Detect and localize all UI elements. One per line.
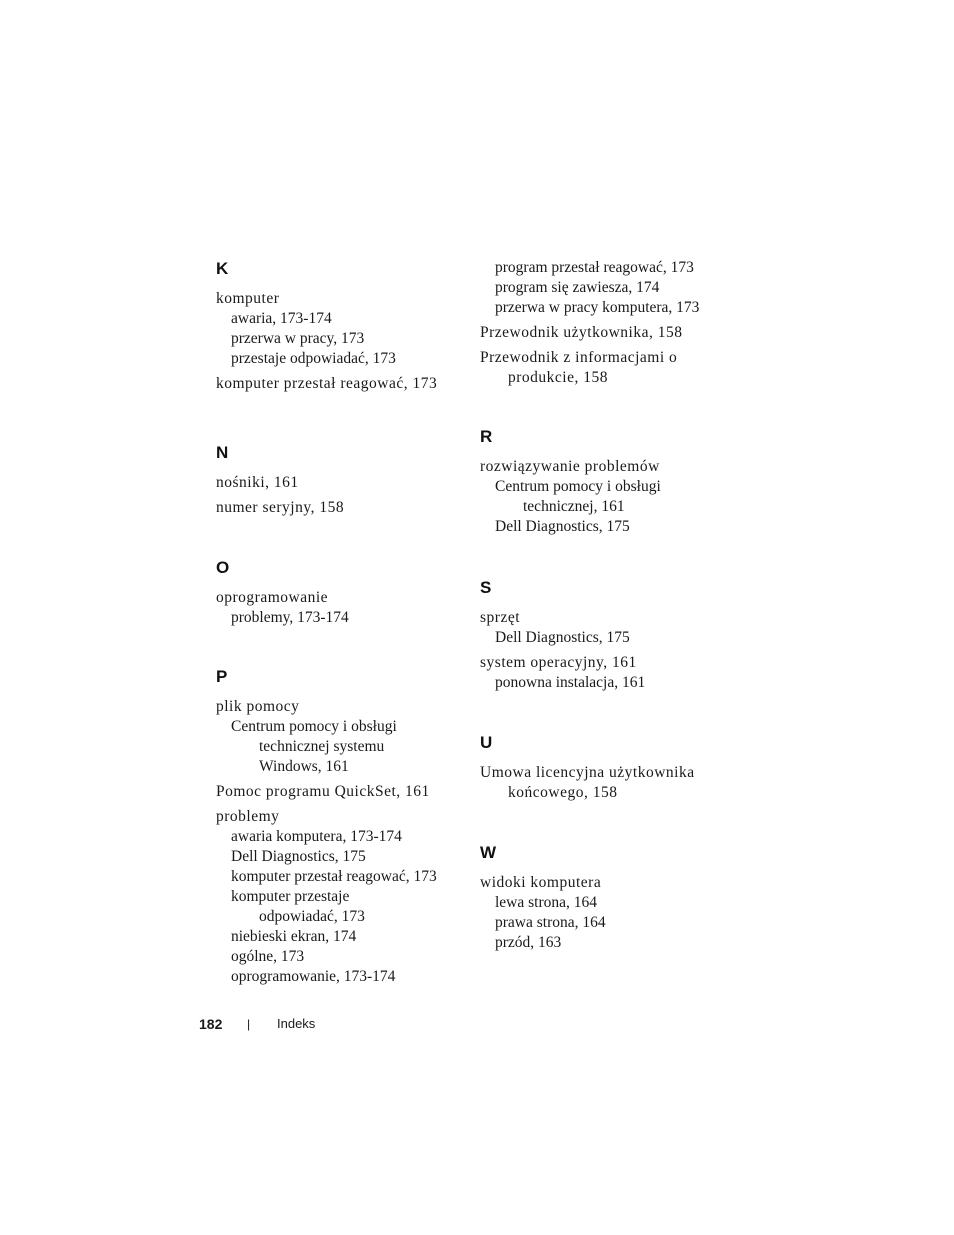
index-subterm: Dell Diagnostics, 175 bbox=[495, 518, 630, 535]
index-term-continuation: produkcie, 158 bbox=[508, 369, 608, 386]
index-letter-heading: R bbox=[480, 427, 493, 446]
index-term-continuation: końcowego, 158 bbox=[508, 784, 618, 801]
index-section-p bbox=[216, 666, 466, 987]
index-entry bbox=[216, 374, 466, 394]
index-subterm: Centrum pomocy i obsługi bbox=[495, 478, 661, 495]
index-entry bbox=[216, 782, 466, 802]
index-entry bbox=[216, 588, 466, 628]
index-entry bbox=[480, 873, 730, 953]
index-term: oprogramowanie bbox=[216, 589, 329, 606]
index-letter-heading: P bbox=[216, 667, 228, 686]
index-subterm-continuation: technicznej, 161 bbox=[523, 498, 625, 515]
index-subterm: przerwa w pracy, 173 bbox=[231, 330, 365, 347]
index-section-p-continued bbox=[480, 258, 730, 388]
index-letter-heading: N bbox=[216, 443, 229, 462]
index-entry bbox=[480, 348, 730, 388]
index-letter-heading: S bbox=[480, 578, 492, 597]
index-letter-heading: W bbox=[480, 843, 497, 862]
index-subterm: Dell Diagnostics, 175 bbox=[231, 848, 366, 865]
index-term: plik pomocy bbox=[216, 698, 300, 715]
index-entry bbox=[480, 258, 730, 318]
index-subterm: problemy, 173-174 bbox=[231, 609, 349, 626]
index-subterm: awaria komputera, 173-174 bbox=[231, 828, 402, 845]
index-term: rozwiązywanie problemów bbox=[480, 458, 660, 475]
index-entry bbox=[480, 653, 730, 693]
footer-title: Indeks bbox=[277, 1016, 316, 1031]
index-section-r bbox=[480, 426, 730, 537]
index-term: system operacyjny, 161 bbox=[480, 654, 637, 671]
index-subterm: przestaje odpowiadać, 173 bbox=[231, 350, 396, 367]
index-subterm: ogólne, 173 bbox=[231, 948, 305, 965]
index-term: widoki komputera bbox=[480, 874, 602, 891]
index-subterm: awaria, 173-174 bbox=[231, 310, 332, 327]
index-letter-heading: U bbox=[480, 733, 493, 752]
index-subterm: program się zawiesza, 174 bbox=[495, 279, 660, 296]
index-term: komputer bbox=[216, 290, 280, 307]
index-entry bbox=[216, 473, 466, 493]
index-term: problemy bbox=[216, 808, 280, 825]
index-term: numer seryjny, 158 bbox=[216, 499, 345, 516]
index-entry bbox=[480, 763, 730, 803]
index-column-left bbox=[216, 258, 466, 992]
index-entry bbox=[480, 457, 730, 537]
index-section-u bbox=[480, 732, 730, 803]
index-section-n bbox=[216, 442, 466, 518]
index-letter-heading: O bbox=[216, 558, 230, 577]
index-section-k bbox=[216, 258, 466, 394]
index-subterm: Centrum pomocy i obsługi bbox=[231, 718, 397, 735]
index-column-right bbox=[480, 258, 730, 958]
index-subterm: prawa strona, 164 bbox=[495, 914, 606, 931]
index-term: Przewodnik z informacjami o bbox=[480, 349, 678, 366]
index-subterm: program przestał reagować, 173 bbox=[495, 259, 694, 276]
index-letter-heading: K bbox=[216, 259, 229, 278]
index-entry bbox=[480, 608, 730, 648]
index-subterm: komputer przestał reagować, 173 bbox=[231, 868, 437, 885]
page-number: 182 bbox=[199, 1016, 223, 1032]
index-section-s bbox=[480, 577, 730, 693]
index-subterm-continuation: Windows, 161 bbox=[259, 758, 349, 775]
index-term: komputer przestał reagować, 173 bbox=[216, 375, 438, 392]
index-subterm-continuation: technicznej systemu bbox=[259, 738, 385, 755]
index-entry bbox=[216, 289, 466, 369]
footer-separator: | bbox=[247, 1017, 251, 1031]
index-entry bbox=[216, 807, 466, 987]
index-entry bbox=[216, 697, 466, 777]
index-subterm: niebieski ekran, 174 bbox=[231, 928, 357, 945]
index-term: Przewodnik użytkownika, 158 bbox=[480, 324, 683, 341]
index-subterm: oprogramowanie, 173-174 bbox=[231, 968, 396, 985]
index-entry bbox=[216, 498, 466, 518]
index-term: nośniki, 161 bbox=[216, 474, 299, 491]
index-subterm: Dell Diagnostics, 175 bbox=[495, 629, 630, 646]
index-term: sprzęt bbox=[480, 609, 521, 626]
index-subterm: komputer przestaje bbox=[231, 888, 350, 905]
index-subterm: przód, 163 bbox=[495, 934, 562, 951]
index-term: Pomoc programu QuickSet, 161 bbox=[216, 783, 430, 800]
index-term: Umowa licencyjna użytkownika bbox=[480, 764, 695, 781]
index-subterm-continuation: odpowiadać, 173 bbox=[259, 908, 365, 925]
index-section-w bbox=[480, 842, 730, 953]
index-subterm: ponowna instalacja, 161 bbox=[495, 674, 646, 691]
index-subterm: przerwa w pracy komputera, 173 bbox=[495, 299, 700, 316]
index-entry bbox=[480, 323, 730, 343]
index-section-o bbox=[216, 557, 466, 628]
index-subterm: lewa strona, 164 bbox=[495, 894, 598, 911]
